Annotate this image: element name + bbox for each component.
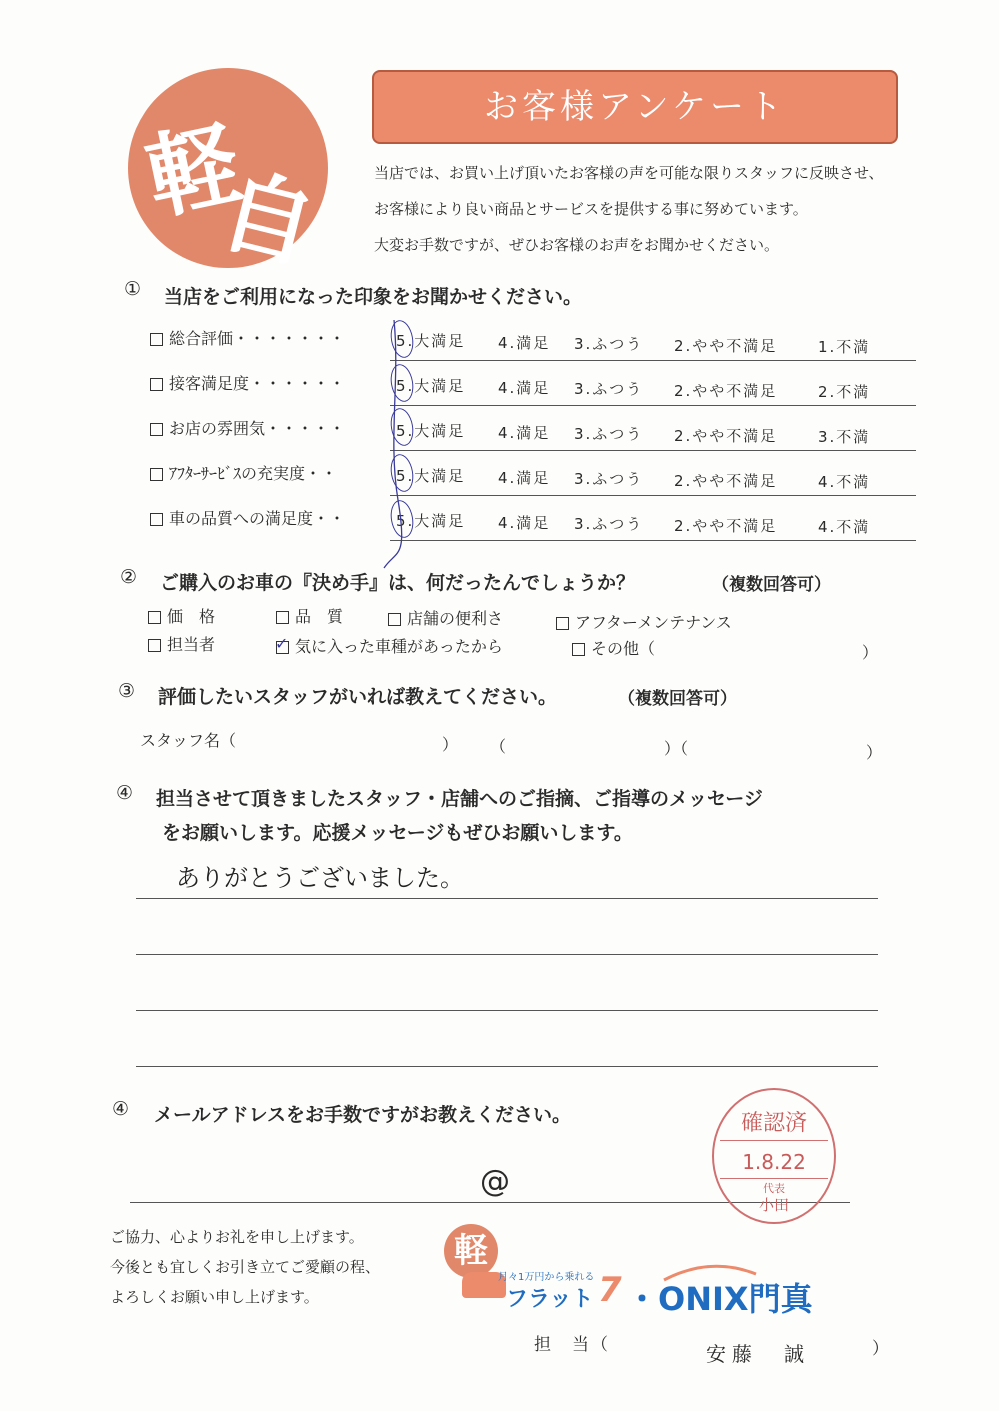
checkbox[interactable] bbox=[150, 423, 163, 436]
checkbox[interactable] bbox=[276, 611, 289, 624]
checkbox[interactable] bbox=[148, 611, 161, 624]
q1-row-rule bbox=[390, 405, 916, 406]
q5-number: ④ bbox=[112, 1098, 130, 1120]
q1-row-rule bbox=[390, 540, 916, 541]
q1-option[interactable]: 4.不満 bbox=[818, 518, 871, 536]
q1-option[interactable]: 3.ふつう bbox=[574, 380, 644, 398]
handwritten-message: ありがとうございました。 bbox=[176, 864, 464, 892]
q1-option[interactable]: 4.満足 bbox=[498, 378, 551, 397]
checkbox[interactable] bbox=[150, 468, 163, 481]
check-mark-icon: ✓ bbox=[275, 634, 289, 653]
q1-option[interactable]: 3.ふつう bbox=[574, 470, 644, 488]
tantou-close: ） bbox=[872, 1339, 889, 1359]
checkbox[interactable] bbox=[150, 513, 163, 526]
message-line-1 bbox=[136, 898, 878, 899]
q1-row-label[interactable]: お店の雰囲気・・・・・ bbox=[150, 416, 345, 439]
checkbox[interactable] bbox=[388, 613, 401, 626]
confirmation-stamp bbox=[712, 1088, 836, 1224]
intro-line-1: 当店では、お買い上げ頂いたお客様の声を可能な限りスタッフに反映させ、 bbox=[374, 164, 884, 182]
q1-option[interactable]: 5.大満足 bbox=[396, 377, 466, 395]
intro-line-3: 大変お手数ですが、ぜひお客様のお声をお聞かせください。 bbox=[374, 236, 780, 254]
q1-option[interactable]: 2.やや不満足 bbox=[674, 516, 778, 535]
stamp-role: 代表 bbox=[763, 1182, 785, 1195]
intro-line-2: お客様により良い商品とサービスを提供する事に努めています。 bbox=[374, 200, 808, 218]
q1-number: ① bbox=[124, 278, 142, 300]
q1-row-label[interactable]: 総合評価・・・・・・・ bbox=[150, 326, 345, 349]
q1-option[interactable]: 2.やや不満足 bbox=[674, 471, 778, 490]
closing-line-3: よろしくお願い申し上げます。 bbox=[110, 1288, 319, 1306]
q4-title-line-2: をお願いします。応援メッセージもぜひお願いします。 bbox=[162, 822, 633, 844]
stamp-divider-1 bbox=[720, 1140, 828, 1141]
q1-option[interactable]: 1.不満 bbox=[818, 338, 871, 356]
email-at-sign: @ bbox=[480, 1164, 510, 1199]
q2-option-staff[interactable]: 担当者 bbox=[148, 632, 215, 655]
q1-title: 当店をご利用になった印象をお聞かせください。 bbox=[164, 286, 583, 308]
title-banner bbox=[372, 70, 898, 144]
q1-option[interactable]: 4.満足 bbox=[498, 423, 551, 442]
checkbox[interactable] bbox=[148, 639, 161, 652]
answer-stroke bbox=[380, 320, 420, 570]
q1-option[interactable]: 5.大満足 bbox=[396, 422, 466, 440]
checkbox[interactable] bbox=[572, 643, 585, 656]
shop-logo-stamp bbox=[128, 68, 328, 283]
message-line-4 bbox=[136, 1066, 878, 1067]
q2-other-close: ） bbox=[862, 643, 879, 662]
q1-row-rule bbox=[390, 360, 916, 361]
closing-line-2: 今後とも宜しくお引き立てご愛顧の程、 bbox=[110, 1258, 381, 1276]
q2-option-other[interactable]: その他（ bbox=[572, 636, 655, 659]
tantou-label: 担 当（ bbox=[534, 1335, 610, 1355]
page-title: お客様アンケート bbox=[484, 87, 786, 127]
paren-1: ） bbox=[442, 735, 459, 754]
q3-note: （複数回答可） bbox=[618, 689, 737, 709]
stamp-date: 1.8.22 bbox=[742, 1150, 806, 1174]
stamp-divider-2 bbox=[720, 1178, 828, 1179]
logo-char-kei: 軽 bbox=[137, 109, 250, 234]
checkbox[interactable] bbox=[150, 333, 163, 346]
q1-option[interactable]: 2.やや不満足 bbox=[674, 426, 778, 445]
footer-brand-onix: ・ONIX門真 bbox=[626, 1280, 813, 1318]
brand-swoosh-icon bbox=[660, 1260, 760, 1284]
footer-logo-mark: 軽 bbox=[444, 1224, 498, 1278]
staff-name-label: スタッフ名（ bbox=[140, 731, 237, 750]
q3-title: 評価したいスタッフがいれば教えてください。 bbox=[158, 686, 558, 708]
q2-option-aftercare[interactable]: アフターメンテナンス bbox=[556, 610, 732, 633]
footer-tagline: 月々1万円から乗れる bbox=[498, 1272, 595, 1283]
q1-option[interactable]: 4.満足 bbox=[498, 468, 551, 487]
q1-option[interactable]: 5.大満足 bbox=[396, 467, 466, 485]
q2-option-price[interactable]: 価 格 bbox=[148, 604, 215, 627]
logo-char-ji: 自 bbox=[210, 156, 326, 283]
paren-2: （ bbox=[490, 737, 507, 756]
paren-4: ） bbox=[866, 743, 883, 762]
checkbox[interactable] bbox=[150, 378, 163, 391]
q4-title-line-1: 担当させて頂きましたスタッフ・店舗へのご指摘、ご指導のメッセージ bbox=[156, 788, 763, 810]
q1-row-label[interactable]: 車の品質への満足度・・ bbox=[150, 506, 345, 529]
q1-option[interactable]: 3.ふつう bbox=[574, 335, 644, 353]
paren-3: ）（ bbox=[664, 739, 689, 758]
message-line-3 bbox=[136, 1010, 878, 1011]
stamp-name: 小田 bbox=[758, 1196, 789, 1214]
q1-row-rule bbox=[390, 450, 916, 451]
q1-option[interactable]: 5.大満足 bbox=[396, 332, 466, 350]
checkbox[interactable] bbox=[556, 617, 569, 630]
checkbox-checked[interactable] bbox=[275, 634, 289, 654]
footer-brand-seven: 7 bbox=[598, 1270, 622, 1310]
q1-option[interactable]: 4.満足 bbox=[498, 333, 551, 352]
q1-option[interactable]: 3.ふつう bbox=[574, 425, 644, 443]
q5-title: メールアドレスをお手数ですがお教えください。 bbox=[154, 1104, 572, 1126]
q1-row-label[interactable]: 接客満足度・・・・・・ bbox=[150, 371, 345, 394]
q3-number: ③ bbox=[118, 680, 136, 702]
q2-option-quality[interactable]: 品 質 bbox=[276, 604, 343, 627]
q1-row-rule bbox=[390, 495, 916, 496]
q1-option[interactable]: 2.やや不満足 bbox=[674, 336, 778, 355]
q1-option[interactable]: 4.不満 bbox=[818, 473, 871, 491]
q2-note: （複数回答可） bbox=[712, 575, 831, 595]
q1-option[interactable]: 5.大満足 bbox=[396, 512, 466, 530]
q1-row-label[interactable]: ｱﾌﾀｰｻｰﾋﾞｽの充実度・・ bbox=[150, 461, 337, 484]
tantou-name: 安藤 誠 bbox=[706, 1342, 810, 1366]
q1-option[interactable]: 4.満足 bbox=[498, 513, 551, 532]
q1-option[interactable]: 3.不満 bbox=[818, 428, 871, 446]
q2-number: ② bbox=[120, 566, 138, 588]
message-line-2 bbox=[136, 954, 878, 955]
stamp-confirmed-text: 確認済 bbox=[740, 1111, 807, 1136]
q2-option-liked-model[interactable]: ✓ 気に入った車種があったから bbox=[275, 634, 503, 656]
q4-number: ④ bbox=[116, 782, 134, 804]
q1-option[interactable]: 2.やや不満足 bbox=[674, 381, 778, 400]
q2-title: ご購入のお車の『決め手』は、何だったんでしょうか？ bbox=[160, 572, 636, 594]
q1-option[interactable]: 3.ふつう bbox=[574, 515, 644, 533]
q1-option[interactable]: 2.不満 bbox=[818, 383, 871, 401]
q2-option-convenience[interactable]: 店舗の便利さ bbox=[388, 606, 503, 629]
closing-line-1: ご協力、心よりお礼を申し上げます。 bbox=[110, 1228, 364, 1246]
footer-brand-flat: フラット bbox=[506, 1287, 594, 1312]
